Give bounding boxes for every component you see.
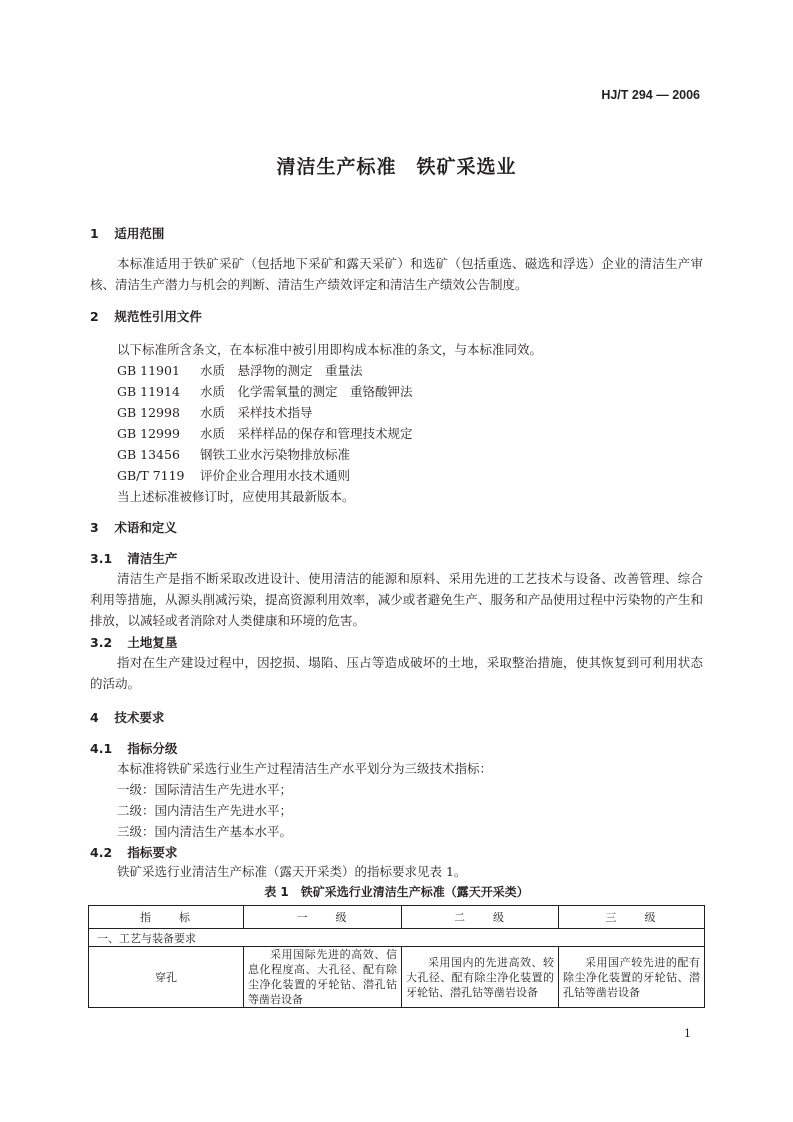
section-2-heading — [90, 307, 202, 325]
reference-item — [117, 361, 363, 379]
table-header-row — [89, 906, 705, 929]
references-outro: 当上述标准被修订时，应使用其最新版本。 — [117, 489, 355, 504]
section-1-heading — [90, 224, 164, 242]
section-number: 4.1 — [90, 741, 113, 756]
reference-title: 水质 采样样品的保存和管理技术规定 — [200, 426, 413, 441]
section-number: 4 — [90, 710, 99, 725]
reference-code: GB 11914 — [117, 384, 180, 399]
section-title: 技术要求 — [114, 710, 165, 725]
paragraph-line: 洁生产审核、清洁生产潜力与机会的判断、清洁生产绩效评定和清洁生产绩效公告制度。 — [90, 256, 703, 292]
paragraph-line: 理、综合利用等措施，从源头削减污染，提高资源利用效率，减少或者避免生产、服务和产品使用过 — [90, 571, 703, 607]
page-number: 1 — [684, 1027, 691, 1040]
reference-title: 钢铁工业水污染物排放标准 — [200, 447, 351, 462]
table-cell-level3: 采用国产较先进的配有除尘净化装置的牙轮钻、潜孔钻等凿岩设备 — [559, 947, 705, 1008]
table-section-row — [89, 929, 705, 947]
reference-title: 水质 化学需氧量的测定 重铬酸钾法 — [200, 384, 413, 399]
reference-item — [117, 445, 350, 463]
paragraph-line: 指对在生产建设过程中，因挖损、塌陷、压占等造成破坏的土地，采取整治措施，使其恢复到可 — [117, 655, 653, 670]
section-number: 3 — [90, 520, 99, 535]
reference-code: GB 11901 — [117, 363, 180, 378]
section-number: 3.1 — [90, 551, 113, 566]
level-two-text: 二级：国内清洁生产先进水平； — [117, 803, 293, 818]
table-cell-level1: 采用国际先进的高效、信息化程度高、大孔径、配有除尘净化装置的牙轮钻、潜孔钻等凿岩设备 — [244, 947, 402, 1008]
section-number: 1 — [90, 226, 99, 241]
document-code: HJ/T 294 — 2006 — [601, 88, 700, 102]
section-number: 4.2 — [90, 845, 113, 860]
level-one-text: 一级：国际清洁生产先进水平； — [117, 782, 293, 797]
reference-code: GB 13456 — [117, 447, 180, 462]
paragraph-line: 本标准适用于铁矿采矿（包括地下采矿和露天采矿）和选矿（包括重选、磁选和浮选）企业的清 — [117, 256, 653, 271]
section-number: 2 — [90, 309, 99, 324]
table-header-cell: 一 级 — [244, 906, 402, 929]
paragraph-line: 利用状态的活动。 — [90, 655, 703, 691]
table-header-cell: 指 标 — [89, 906, 244, 929]
section-title: 指标分级 — [127, 741, 178, 756]
section-4-1-intro: 本标准将铁矿采选行业生产过程清洁生产水平划分为三级技术指标： — [117, 761, 493, 776]
indicator-table — [88, 905, 705, 1008]
section-title: 指标要求 — [127, 845, 178, 860]
section-3-1-body — [90, 568, 703, 631]
section-1-body — [90, 253, 703, 295]
level-three-text: 三级：国内清洁生产基本水平。 — [117, 824, 293, 839]
section-title: 规范性引用文件 — [114, 309, 202, 324]
table-cell-level2: 采用国内的先进高效、较大孔径、配有除尘净化装置的牙轮钻、潜孔钻等凿岩设备 — [402, 947, 559, 1008]
reference-item — [117, 424, 413, 442]
section-4-heading — [90, 708, 164, 726]
reference-item — [117, 403, 313, 421]
section-title: 清洁生产 — [127, 551, 178, 566]
reference-item — [117, 466, 350, 484]
table-cell-indicator: 穿孔 — [89, 947, 244, 1008]
section-number: 3.2 — [90, 635, 113, 650]
reference-title: 评价企业合理用水技术通则 — [200, 468, 351, 483]
references-intro: 以下标准所含条文，在本标准中被引用即构成本标准的条文，与本标准同效。 — [117, 342, 543, 357]
section-4-2-heading — [90, 843, 177, 861]
table-header-cell: 二 级 — [402, 906, 559, 929]
paragraph-line: 程中污染物的产生和排放，以减轻或者消除对人类健康和环境的危害。 — [90, 592, 703, 628]
section-3-1-heading — [90, 549, 177, 567]
reference-code: GB/T 7119 — [117, 468, 185, 483]
table-section-label: 一、工艺与装备要求 — [89, 929, 705, 947]
reference-code: GB 12998 — [117, 405, 180, 420]
table-row — [89, 947, 705, 1008]
section-3-2-heading — [90, 633, 177, 651]
reference-code: GB 12999 — [117, 426, 180, 441]
table-caption: 表 1 铁矿采选行业清洁生产标准（露天开采类） — [264, 885, 529, 899]
section-3-heading — [90, 518, 177, 536]
section-title: 术语和定义 — [114, 520, 177, 535]
section-4-1-heading — [90, 739, 177, 757]
table-header-cell: 三 级 — [559, 906, 705, 929]
reference-title: 水质 悬浮物的测定 重量法 — [200, 363, 363, 378]
reference-title: 水质 采样技术指导 — [200, 405, 313, 420]
section-title: 土地复垦 — [127, 635, 178, 650]
document-title: 清洁生产标准 铁矿采选业 — [276, 156, 517, 178]
section-4-2-body: 铁矿采选行业清洁生产标准（露天开采类）的指标要求见表 1。 — [117, 864, 467, 879]
paragraph-line: 清洁生产是指不断采取改进设计、使用清洁的能源和原料、采用先进的工艺技术与设备、改善管 — [117, 571, 653, 586]
reference-item — [117, 382, 413, 400]
section-3-2-body — [90, 652, 703, 694]
section-title: 适用范围 — [114, 226, 165, 241]
